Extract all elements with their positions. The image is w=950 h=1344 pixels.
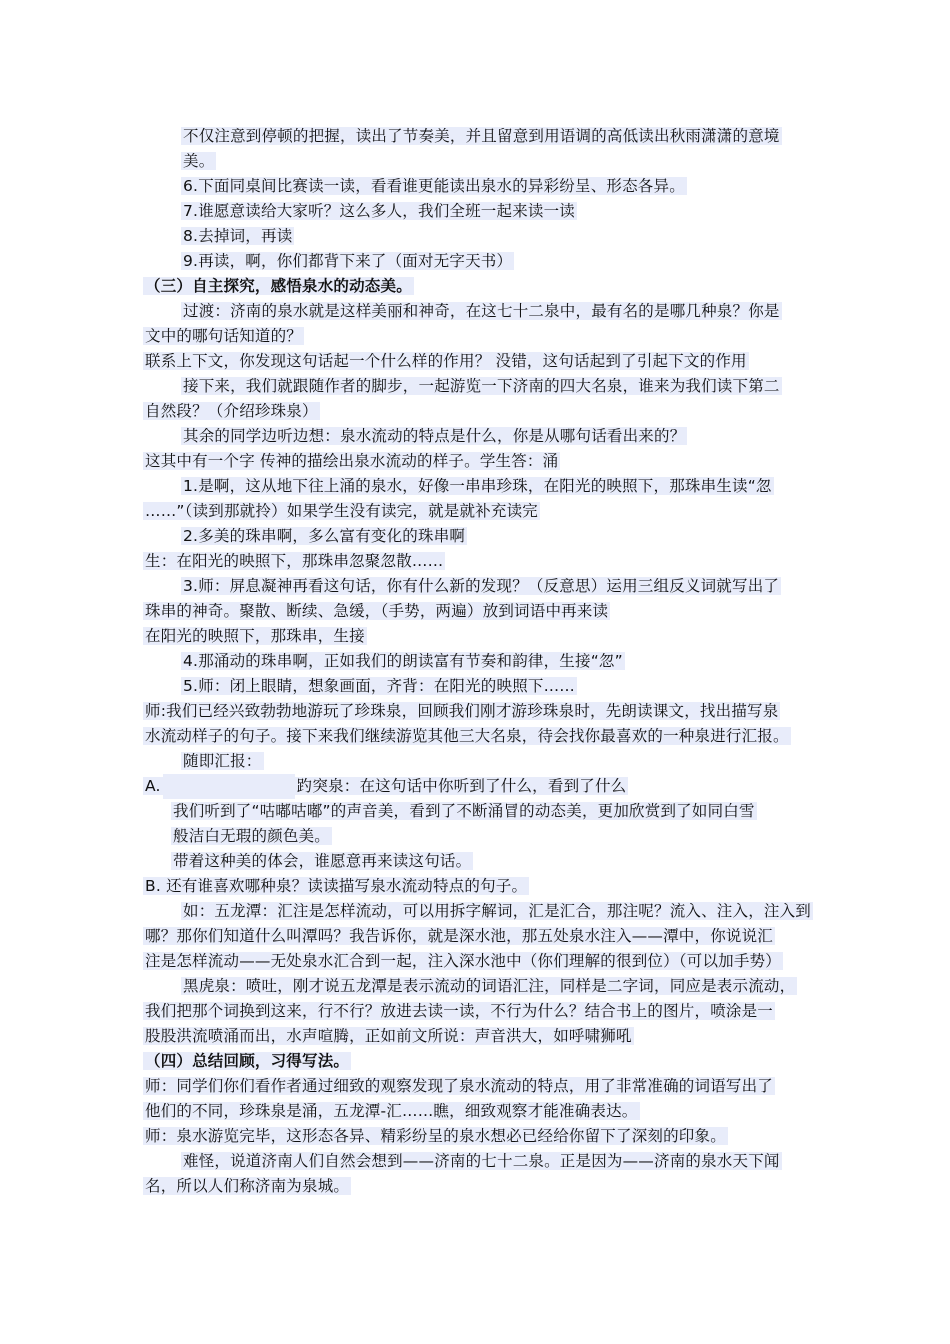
text-line: 水流动样子的句子。接下来我们继续游览其他三大名泉，待会找你最喜欢的一种泉进行汇报。 [145,727,789,745]
list-item-a: A. 趵突泉：在这句话中你听到了什么，看到了什么 [143,774,628,799]
text-line: 带着这种美的体会，谁愿意再来读这句话。 [173,852,472,870]
text-line: 过渡：济南的泉水就是这样美丽和神奇，在这七十二泉中，最有名的是哪几种泉？你是 [183,302,780,320]
text-line: 珠串的神奇。聚散、断续、急缓，（手势，两遍）放到词语中再来读 [145,602,609,620]
text-line: 8.去掉词，再读 [183,227,293,245]
text-line: 联系上下文，你发现这句话起一个什么样的作用？ 没错，这句话起到了引起下文的作用 [145,352,747,370]
text-line: 哪？那你们知道什么叫潭吗？我告诉你，就是深水池，那五处泉水注入——潭中，你说说汇 [145,927,774,945]
section-heading: （三）自主探究，感悟泉水的动态美。 [145,277,412,295]
text-line: 师:我们已经兴致勃勃地游玩了珍珠泉，回顾我们刚才游珍珠泉时，先朗读课文，找出描写泉 [145,702,779,720]
text-line: 其余的同学边听边想：泉水流动的特点是什么，你是从哪句话看出来的？ [183,427,686,445]
text-line: 随即汇报： [183,752,262,770]
text-line: 4.那涌动的珠串啊，正如我们的朗读富有节奏和韵律，生接“忽” [183,652,623,670]
text-line: 美。 [183,152,215,170]
text-line: 接下来，我们就跟随作者的脚步，一起游览一下济南的四大名泉，谁来为我们读下第二 [183,377,780,395]
text-line: 生：在阳光的映照下，那珠串忽聚忽散…… [145,552,444,570]
text-line: 7.谁愿意读给大家听？这么多人，我们全班一起来读一读 [183,202,575,220]
text-line: 我们听到了“咕嘟咕嘟”的声音美，看到了不断涌冒的动态美，更加欣赏到了如同白雪 [173,802,755,820]
text-line: 1.是啊，这从地下往上涌的泉水，好像一串串珍珠，在阳光的映照下，那珠串生读“忽 [183,477,772,495]
text-line: 师：同学们你们看作者通过细致的观察发现了泉水流动的特点，用了非常准确的词语写出了 [145,1077,774,1095]
text-line: 文中的哪句话知道的？ [145,327,303,345]
list-item-b: B. 还有谁喜欢哪种泉？读读描写泉水流动特点的句子。 [145,877,528,895]
text-line: 3.师：屏息凝神再看这句话，你有什么新的发现？（反意思）运用三组反义词就写出了 [183,577,780,595]
text-line: 如：五龙潭：汇注是怎样流动，可以用拆字解词，汇是汇合，那注呢？流入、注入，注入到 [183,902,812,920]
text-line: 他们的不同，珍珠泉是涌，五龙潭-汇……瞧，细致观察才能准确表达。 [145,1102,638,1120]
text-line: 名，所以人们称济南为泉城。 [145,1177,350,1195]
section-heading: （四）总结回顾，习得写法。 [145,1052,350,1070]
text-line: 9.再读，啊，你们都背下来了（面对无字天书） [183,252,513,270]
text-line: ……”（读到那就拎）如果学生没有读完，就是就补充读完 [145,502,538,520]
text-line: 般洁白无瑕的颜色美。 [173,827,331,845]
text-line: 在阳光的映照下，那珠串，生接 [145,627,365,645]
text-line: 自然段？（介绍珍珠泉） [145,402,318,420]
text-line: 难怪，说道济南人们自然会想到——济南的七十二泉。正是因为——济南的泉水天下闻 [183,1152,780,1170]
text-line: 师：泉水游览完毕，这形态各异、精彩纷呈的泉水想必已经给你留下了深刻的印象。 [145,1127,726,1145]
text-line: 股股洪流喷涌而出，水声喧腾，正如前文所说：声音洪大，如呼啸狮吼 [145,1027,632,1045]
text-line: 2.多美的珠串啊，多么富有变化的珠串啊 [183,527,466,545]
text-line: 黑虎泉：喷吐，刚才说五龙潭是表示流动的词语汇注，同样是二字词，同应是表示流动， [183,977,796,995]
text-line: 我们把那个词换到这来，行不行？放进去读一读，不行为什么？结合书上的图片，喷涂是一 [145,1002,774,1020]
text-line: 不仅注意到停顿的把握，读出了节奏美，并且留意到用语调的高低读出秋雨潇潇的意境 [183,127,780,145]
text-line: 6.下面同桌间比赛读一读，看看谁更能读出泉水的异彩纷呈、形态各异。 [183,177,685,195]
text-line: 5.师：闭上眼睛，想象画面，齐背：在阳光的映照下…… [183,677,575,695]
text-line: 注是怎样流动——无处泉水汇合到一起，注入深水池中（你们理解的很到位）（可以加手势） [145,952,781,970]
text-line: 这其中有一个字 传神的描绘出泉水流动的样子。学生答：涌 [145,452,559,470]
